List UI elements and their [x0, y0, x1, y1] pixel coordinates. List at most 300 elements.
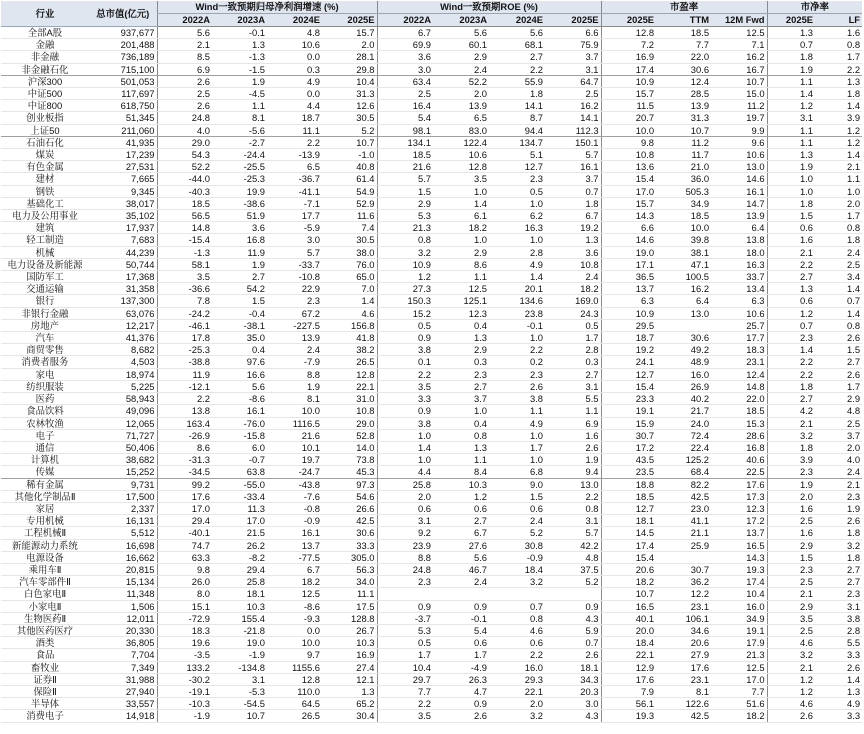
- value-cell: 52.2: [433, 75, 489, 87]
- value-cell: 1.0: [489, 332, 545, 344]
- value-cell: 67.2: [267, 307, 322, 319]
- table-row: [1, 185, 862, 197]
- value-cell: 4.6: [322, 307, 377, 319]
- value-cell: 16.1: [545, 161, 601, 173]
- value-cell: 3.4: [815, 271, 862, 283]
- value-cell: 1.4: [767, 344, 815, 356]
- industry-name-cell: 电子: [1, 429, 89, 441]
- value-cell: 1155.6: [267, 661, 322, 673]
- value-cell: 10.1: [267, 441, 322, 453]
- value-cell: 0.6: [767, 295, 815, 307]
- value-cell: 6.2: [489, 210, 545, 222]
- value-cell: 1.2: [767, 685, 815, 697]
- table-row: [1, 271, 862, 283]
- industry-name-cell: 畜牧业: [1, 661, 89, 673]
- value-cell: 2.3: [377, 576, 433, 588]
- value-cell: 0.5: [377, 637, 433, 649]
- value-cell: 8.1: [267, 393, 322, 405]
- value-cell: 16.3: [489, 222, 545, 234]
- value-cell: 18.5: [377, 149, 433, 161]
- value-cell: 11.6: [322, 210, 377, 222]
- value-cell: 23.3: [601, 393, 656, 405]
- value-cell: 2.7: [815, 576, 862, 588]
- value-cell: 1.9: [767, 161, 815, 173]
- value-cell: 3.2: [767, 649, 815, 661]
- value-cell: 3.5: [767, 612, 815, 624]
- value-cell: -30.2: [157, 673, 212, 685]
- value-cell: 30.5: [322, 234, 377, 246]
- value-cell: 49,096: [89, 405, 157, 417]
- value-cell: -5.6: [212, 124, 267, 136]
- value-cell: 56.3: [322, 563, 377, 575]
- value-cell: 3.8: [377, 344, 433, 356]
- table-row: [1, 197, 862, 209]
- value-cell: 1.8: [815, 234, 862, 246]
- value-cell: 30.7: [601, 429, 656, 441]
- table-row: [1, 478, 862, 490]
- value-cell: 13.6: [601, 161, 656, 173]
- value-cell: 0.0: [267, 624, 322, 636]
- value-cell: 2.9: [815, 393, 862, 405]
- value-cell: 1.9: [767, 478, 815, 490]
- value-cell: 26.3: [433, 673, 489, 685]
- value-cell: 30.4: [322, 710, 377, 722]
- value-cell: 16.1: [212, 405, 267, 417]
- value-cell: 134.7: [489, 136, 545, 148]
- value-cell: 2.3: [767, 332, 815, 344]
- value-cell: 7.0: [322, 283, 377, 295]
- value-cell: 18.1: [601, 515, 656, 527]
- value-cell: 5.4: [377, 112, 433, 124]
- value-cell: 1.2: [815, 124, 862, 136]
- value-cell: 11.9: [157, 368, 212, 380]
- value-cell: 0.5: [489, 185, 545, 197]
- value-cell: -34.5: [157, 466, 212, 478]
- value-cell: 2.4: [433, 63, 489, 75]
- value-cell: 9.6: [711, 136, 767, 148]
- value-cell: 4.9: [267, 75, 322, 87]
- value-cell: 1.2: [767, 100, 815, 112]
- value-cell: 7.1: [711, 39, 767, 51]
- value-cell: 0.3: [433, 356, 489, 368]
- value-cell: -5.9: [267, 222, 322, 234]
- value-cell: -3.5: [157, 649, 212, 661]
- value-cell: 8,682: [89, 344, 157, 356]
- value-cell: 5.4: [433, 624, 489, 636]
- value-cell: 38,017: [89, 197, 157, 209]
- value-cell: 42.5: [322, 515, 377, 527]
- value-cell: 24.8: [377, 563, 433, 575]
- value-cell: 52.8: [322, 429, 377, 441]
- value-cell: 6.7: [433, 527, 489, 539]
- value-cell: 97.3: [322, 478, 377, 490]
- value-cell: 12.3: [711, 502, 767, 514]
- value-cell: 17.3: [711, 490, 767, 502]
- table-row: [1, 27, 862, 39]
- value-cell: 10.8: [322, 405, 377, 417]
- industry-name-cell: 证券Ⅱ: [1, 673, 89, 685]
- value-cell: 0.4: [433, 319, 489, 331]
- value-cell: 31,358: [89, 283, 157, 295]
- table-row: [1, 454, 862, 466]
- value-cell: 33.3: [322, 539, 377, 551]
- value-cell: 37.5: [545, 563, 601, 575]
- value-cell: -1.3: [212, 51, 267, 63]
- value-cell: 505.3: [656, 185, 711, 197]
- header-row-groups: [1, 1, 862, 14]
- value-cell: 26.7: [322, 624, 377, 636]
- value-cell: 3.2: [489, 710, 545, 722]
- value-cell: 169.0: [545, 295, 601, 307]
- value-cell: 2.2: [815, 63, 862, 75]
- value-cell: 17.4: [601, 539, 656, 551]
- value-cell: 8.5: [157, 51, 212, 63]
- industry-name-cell: 工程机械Ⅱ: [1, 527, 89, 539]
- value-cell: 1.5: [377, 185, 433, 197]
- value-cell: 4.9: [489, 417, 545, 429]
- industry-name-cell: 小家电Ⅱ: [1, 600, 89, 612]
- value-cell: 12,065: [89, 417, 157, 429]
- value-cell: 1.1: [767, 136, 815, 148]
- value-cell: 0.0: [267, 51, 322, 63]
- value-cell: 0.0: [267, 88, 322, 100]
- value-cell: 8.1: [212, 112, 267, 124]
- value-cell: 2.9: [377, 197, 433, 209]
- value-cell: 5.6: [212, 380, 267, 392]
- value-cell: 3.7: [815, 429, 862, 441]
- value-cell: 46.7: [433, 563, 489, 575]
- valuation-table: [1, 1, 862, 723]
- value-cell: 1.4: [815, 307, 862, 319]
- value-cell: -33.4: [212, 490, 267, 502]
- value-cell: 24.0: [656, 417, 711, 429]
- growth-year-header: 2022A: [157, 14, 212, 27]
- value-cell: 2.3: [489, 368, 545, 380]
- value-cell: 23.1: [656, 600, 711, 612]
- value-cell: 2.4: [545, 271, 601, 283]
- value-cell: 2.9: [767, 539, 815, 551]
- value-cell: 2.9: [433, 51, 489, 63]
- roe-year-header: 2025E: [545, 14, 601, 27]
- industry-name-cell: 非金融: [1, 51, 89, 63]
- value-cell: 2.6: [815, 661, 862, 673]
- value-cell: 26.5: [267, 710, 322, 722]
- value-cell: 117,697: [89, 88, 157, 100]
- value-cell: 23.9: [377, 539, 433, 551]
- value-cell: -38.6: [212, 197, 267, 209]
- value-cell: 22.1: [601, 649, 656, 661]
- value-cell: -0.7: [212, 454, 267, 466]
- value-cell: 42.2: [545, 539, 601, 551]
- table-row: [1, 624, 862, 636]
- table-row: [1, 356, 862, 368]
- roe-group-header: Wind一致预期ROE (%): [377, 1, 601, 14]
- value-cell: 11,348: [89, 588, 157, 600]
- value-cell: 6.9: [545, 417, 601, 429]
- value-cell: 19.9: [212, 185, 267, 197]
- value-cell: 17.8: [157, 332, 212, 344]
- value-cell: 13.9: [711, 210, 767, 222]
- value-cell: 10.4: [711, 588, 767, 600]
- value-cell: 41.8: [322, 332, 377, 344]
- value-cell: 14.7: [711, 197, 767, 209]
- value-cell: 18.5: [157, 197, 212, 209]
- value-cell: 22.1: [489, 685, 545, 697]
- value-cell: 2.6: [545, 649, 601, 661]
- value-cell: 4.9: [489, 258, 545, 270]
- value-cell: 0.6: [489, 637, 545, 649]
- value-cell: 7,704: [89, 649, 157, 661]
- value-cell: 155.4: [212, 612, 267, 624]
- value-cell: 1.1: [815, 173, 862, 185]
- value-cell: 6.7: [377, 27, 433, 39]
- value-cell: 1.7: [815, 210, 862, 222]
- industry-name-cell: 传媒: [1, 466, 89, 478]
- value-cell: 2.8: [489, 246, 545, 258]
- value-cell: 7.8: [157, 295, 212, 307]
- value-cell: 33,557: [89, 698, 157, 710]
- value-cell: 18.8: [601, 478, 656, 490]
- value-cell: 10.0: [267, 405, 322, 417]
- value-cell: 1.6: [767, 502, 815, 514]
- value-cell: -0.8: [267, 502, 322, 514]
- value-cell: 54.2: [212, 283, 267, 295]
- value-cell: 29.8: [322, 63, 377, 75]
- industry-name-cell: 家居: [1, 502, 89, 514]
- value-cell: 13.8: [157, 405, 212, 417]
- value-cell: 3.1: [545, 380, 601, 392]
- value-cell: 6.7: [267, 563, 322, 575]
- value-cell: 64.7: [545, 75, 601, 87]
- value-cell: 17.1: [601, 258, 656, 270]
- value-cell: 1.2: [377, 271, 433, 283]
- value-cell: 1.8: [815, 88, 862, 100]
- value-cell: 8.6: [433, 258, 489, 270]
- value-cell: 0.7: [545, 185, 601, 197]
- value-cell: 18.2: [711, 710, 767, 722]
- value-cell: 2.9: [433, 246, 489, 258]
- value-cell: -5.3: [212, 685, 267, 697]
- value-cell: 73.8: [322, 454, 377, 466]
- value-cell: 2.2: [377, 698, 433, 710]
- value-cell: 15.4: [601, 173, 656, 185]
- value-cell: 65.0: [322, 271, 377, 283]
- industry-name-cell: 中证800: [1, 100, 89, 112]
- value-cell: 38.2: [322, 344, 377, 356]
- value-cell: 1.4: [815, 149, 862, 161]
- value-cell: 76.0: [322, 258, 377, 270]
- value-cell: 49.2: [656, 344, 711, 356]
- value-cell: 18.2: [545, 283, 601, 295]
- value-cell: 34.6: [656, 624, 711, 636]
- value-cell: 6.3: [711, 295, 767, 307]
- value-cell: 0.7: [815, 295, 862, 307]
- value-cell: 16.5: [711, 539, 767, 551]
- value-cell: -10.3: [157, 698, 212, 710]
- value-cell: 2.9: [767, 600, 815, 612]
- value-cell: 27.6: [433, 539, 489, 551]
- value-cell: 33.7: [711, 271, 767, 283]
- value-cell: 10.7: [212, 710, 267, 722]
- table-row: [1, 393, 862, 405]
- value-cell: 18.3: [711, 344, 767, 356]
- value-cell: 2.7: [489, 51, 545, 63]
- value-cell: 1.3: [767, 149, 815, 161]
- value-cell: 19.0: [212, 637, 267, 649]
- industry-name-cell: 基础化工: [1, 197, 89, 209]
- industry-name-cell: 金融: [1, 39, 89, 51]
- value-cell: 13.9: [433, 100, 489, 112]
- value-cell: 19.1: [711, 624, 767, 636]
- value-cell: 2.4: [267, 344, 322, 356]
- value-cell: 41.1: [656, 515, 711, 527]
- value-cell: 36.2: [656, 576, 711, 588]
- value-cell: 61.4: [322, 173, 377, 185]
- value-cell: 14.6: [711, 173, 767, 185]
- value-cell: 4.6: [767, 698, 815, 710]
- value-cell: 68.1: [489, 39, 545, 51]
- value-cell: -21.8: [212, 624, 267, 636]
- value-cell: 27,531: [89, 161, 157, 173]
- value-cell: 3.0: [267, 234, 322, 246]
- value-cell: 3.2: [489, 576, 545, 588]
- value-cell: 19.6: [157, 637, 212, 649]
- value-cell: 736,189: [89, 51, 157, 63]
- value-cell: 27.4: [322, 661, 377, 673]
- value-cell: 31.3: [656, 112, 711, 124]
- value-cell: 25.8: [377, 478, 433, 490]
- value-cell: 22.0: [711, 393, 767, 405]
- value-cell: 1.1: [433, 271, 489, 283]
- value-cell: 15.1: [157, 600, 212, 612]
- value-cell: -36.7: [267, 173, 322, 185]
- value-cell: 36.0: [656, 173, 711, 185]
- value-cell: 10.6: [711, 307, 767, 319]
- industry-name-cell: 电源设备: [1, 551, 89, 563]
- value-cell: 30.7: [656, 563, 711, 575]
- value-cell: 42.5: [656, 710, 711, 722]
- value-cell: 52.9: [322, 197, 377, 209]
- value-cell: 13.9: [656, 100, 711, 112]
- value-cell: 6.7: [545, 210, 601, 222]
- value-cell: 7.2: [601, 39, 656, 51]
- value-cell: 60.1: [433, 39, 489, 51]
- value-cell: 15.2: [377, 307, 433, 319]
- value-cell: 68.4: [656, 466, 711, 478]
- value-cell: 110.0: [267, 685, 322, 697]
- value-cell: 112.3: [545, 124, 601, 136]
- value-cell: 17.2: [711, 515, 767, 527]
- value-cell: 50,406: [89, 441, 157, 453]
- value-cell: 31.3: [322, 88, 377, 100]
- value-cell: 15.3: [711, 417, 767, 429]
- table-row: [1, 283, 862, 295]
- table-row: [1, 563, 862, 575]
- value-cell: 3.5: [377, 380, 433, 392]
- value-cell: 2.6: [815, 515, 862, 527]
- growth-year-header: 2024E: [267, 14, 322, 27]
- table-row: [1, 600, 862, 612]
- value-cell: 16,131: [89, 515, 157, 527]
- value-cell: 6.5: [267, 161, 322, 173]
- table-row: [1, 673, 862, 685]
- value-cell: -9.3: [267, 612, 322, 624]
- value-cell: 21.3: [711, 649, 767, 661]
- value-cell: 26.5: [322, 356, 377, 368]
- value-cell: 2.7: [767, 393, 815, 405]
- industry-name-cell: 非银行金融: [1, 307, 89, 319]
- value-cell: 1.5: [815, 344, 862, 356]
- growth-group-header: Wind一致预期归母净利润增速 (%): [157, 1, 377, 14]
- value-cell: 11.7: [656, 149, 711, 161]
- table-row: [1, 307, 862, 319]
- value-cell: 937,677: [89, 27, 157, 39]
- value-cell: 1.3: [815, 685, 862, 697]
- value-cell: 28.1: [322, 51, 377, 63]
- value-cell: 5.7: [267, 246, 322, 258]
- value-cell: 8.0: [157, 588, 212, 600]
- value-cell: 12.8: [267, 673, 322, 685]
- industry-name-cell: 轻工制造: [1, 234, 89, 246]
- value-cell: 100.5: [656, 271, 711, 283]
- value-cell: -0.1: [212, 27, 267, 39]
- value-cell: -36.6: [157, 283, 212, 295]
- value-cell: 15,252: [89, 466, 157, 478]
- value-cell: 19.2: [601, 344, 656, 356]
- value-cell: 1.3: [433, 332, 489, 344]
- value-cell: 9,345: [89, 185, 157, 197]
- value-cell: 2.4: [815, 466, 862, 478]
- value-cell: 1.6: [545, 429, 601, 441]
- value-cell: -31.3: [157, 454, 212, 466]
- value-cell: 0.9: [433, 698, 489, 710]
- value-cell: 2.6: [433, 710, 489, 722]
- value-cell: 17.7: [711, 332, 767, 344]
- value-cell: 2.3: [489, 173, 545, 185]
- value-cell: 82.2: [656, 478, 711, 490]
- value-cell: 29.3: [489, 673, 545, 685]
- value-cell: 2.6: [815, 332, 862, 344]
- value-cell: 97.6: [212, 356, 267, 368]
- value-cell: 30.6: [656, 63, 711, 75]
- value-cell: 4,503: [89, 356, 157, 368]
- value-cell: 2.0: [322, 39, 377, 51]
- value-cell: 201,488: [89, 39, 157, 51]
- table-row: [1, 51, 862, 63]
- value-cell: 1.1: [212, 100, 267, 112]
- value-cell: -134.8: [212, 661, 267, 673]
- value-cell: 9.8: [157, 563, 212, 575]
- value-cell: 0.9: [433, 600, 489, 612]
- value-cell: 1.0: [767, 173, 815, 185]
- value-cell: 2.5: [767, 515, 815, 527]
- value-cell: 13.0: [656, 307, 711, 319]
- value-cell: 10.9: [601, 307, 656, 319]
- value-cell: -12.1: [157, 380, 212, 392]
- value-cell: 122.6: [656, 698, 711, 710]
- value-cell: 18.5: [711, 405, 767, 417]
- value-cell: -77.5: [267, 551, 322, 563]
- value-cell: 23.1: [711, 356, 767, 368]
- value-cell: 9,731: [89, 478, 157, 490]
- value-cell: 10.7: [601, 588, 656, 600]
- value-cell: 4.8: [545, 551, 601, 563]
- value-cell: -10.8: [267, 271, 322, 283]
- value-cell: 1.1: [545, 405, 601, 417]
- value-cell: 12.8: [322, 368, 377, 380]
- value-cell: 41,935: [89, 136, 157, 148]
- value-cell: -0.1: [489, 319, 545, 331]
